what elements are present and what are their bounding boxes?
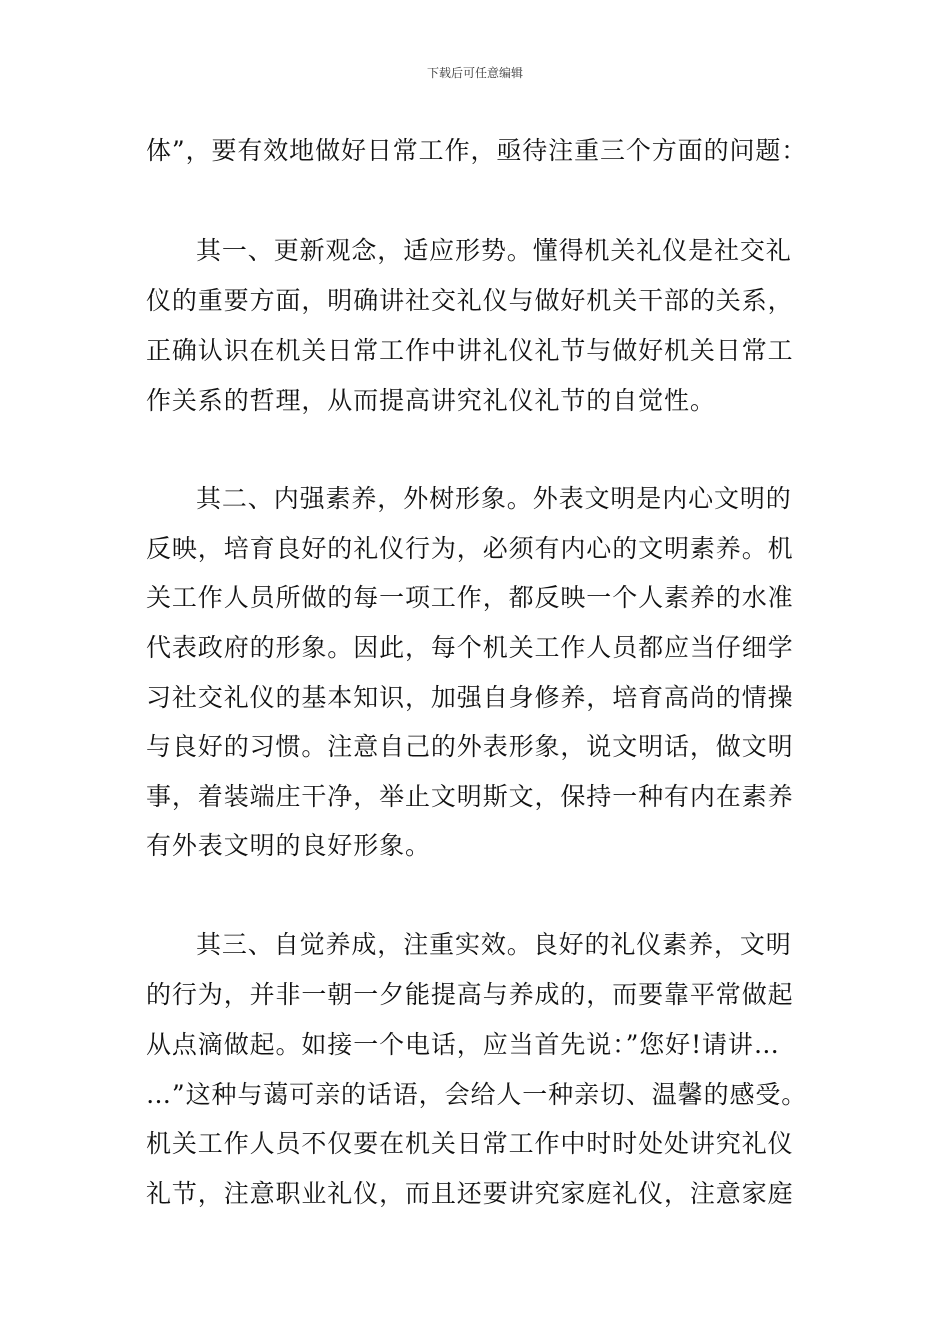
text-line: 与良好的习惯。注意自己的外表形象，说文明话，做文明 bbox=[146, 732, 794, 761]
text-line: 作关系的哲理，从而提高讲究礼仪礼节的自觉性。 bbox=[146, 386, 716, 415]
text-line: 事，着装端庄干净，举止文明斯文，保持一种有内在素养 bbox=[146, 782, 794, 811]
text-line: 仪的重要方面，明确讲社交礼仪与做好机关干部的关系， bbox=[146, 286, 794, 315]
text-line: 体”，要有效地做好日常工作，亟待注重三个方面的问题： bbox=[146, 136, 808, 165]
text-line: …”这种与蔼可亲的话语，会给人一种亲切、温馨的感受。 bbox=[146, 1080, 808, 1109]
text-line: 代表政府的形象。因此，每个机关工作人员都应当仔细学 bbox=[146, 633, 794, 662]
text-line: 习社交礼仪的基本知识，加强自身修养，培育高尚的情操 bbox=[146, 683, 794, 712]
paragraph-3-first-line: 其三、自觉养成，注重实效。良好的礼仪素养，文明 bbox=[196, 930, 792, 959]
text-line: 关工作人员所做的每一项工作，都反映一个人素养的水准 bbox=[146, 583, 794, 612]
paragraph-1-first-line: 其一、更新观念，适应形势。懂得机关礼仪是社交礼 bbox=[196, 236, 792, 265]
text-line: 从点滴做起。如接一个电话，应当首先说：”您好!请讲… bbox=[146, 1030, 780, 1059]
page-header: 下载后可任意编辑 bbox=[426, 66, 523, 80]
text-line: 礼节，注意职业礼仪，而且还要讲究家庭礼仪，注意家庭 bbox=[146, 1179, 794, 1208]
text-line: 有外表文明的良好形象。 bbox=[146, 831, 431, 860]
text-line: 反映，培育良好的礼仪行为，必须有内心的文明素养。机 bbox=[146, 534, 794, 563]
text-line: 机关工作人员不仅要在机关日常工作中时时处处讲究礼仪 bbox=[146, 1129, 794, 1158]
text-line: 的行为，并非一朝一夕能提高与养成的，而要靠平常做起 bbox=[146, 980, 794, 1009]
paragraph-2-first-line: 其二、内强素养，外树形象。外表文明是内心文明的 bbox=[196, 484, 792, 513]
text-line: 正确认识在机关日常工作中讲礼仪礼节与做好机关日常工 bbox=[146, 336, 794, 365]
